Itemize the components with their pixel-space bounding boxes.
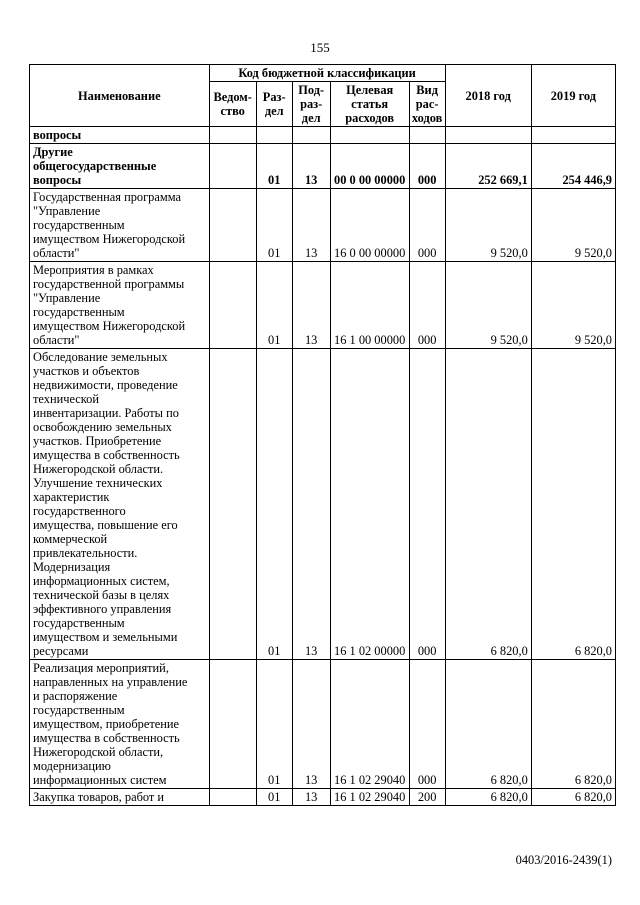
row-ved: [209, 262, 256, 349]
row-podrazdel: 13: [292, 660, 330, 789]
table-row: [30, 349, 616, 660]
row-2018: [445, 127, 531, 144]
row-ved: [209, 789, 256, 806]
row-vr: 000: [409, 262, 445, 349]
row-vr: 000: [409, 189, 445, 262]
row-podrazdel: 13: [292, 262, 330, 349]
row-ved: [209, 144, 256, 189]
table-row: [30, 144, 616, 189]
row-csr: 00 0 00 00000: [330, 144, 409, 189]
table-row: [30, 789, 616, 806]
document-code: 0403/2016-2439(1): [515, 853, 612, 867]
row-csr: 16 1 00 00000: [330, 262, 409, 349]
row-razdel: 01: [256, 660, 292, 789]
header-code-group: Код бюджетной классификации: [209, 65, 445, 82]
row-csr: [330, 127, 409, 144]
row-2018: 9 520,0: [445, 189, 531, 262]
row-csr: 16 1 02 00000: [330, 349, 409, 660]
header-2019: 2019 год: [531, 65, 615, 127]
row-2019: 6 820,0: [531, 349, 615, 660]
header-2018: 2018 год: [445, 65, 531, 127]
header-podrazdel: Под- раз- дел: [292, 82, 330, 127]
header-ved: Ведом- ство: [209, 82, 256, 127]
row-podrazdel: 13: [292, 189, 330, 262]
row-podrazdel: [292, 127, 330, 144]
table-row: [30, 127, 616, 144]
table-row: [30, 660, 616, 789]
row-podrazdel: 13: [292, 789, 330, 806]
table-row: [30, 262, 616, 349]
row-podrazdel: 13: [292, 144, 330, 189]
page-number: 155: [310, 40, 330, 55]
row-razdel: 01: [256, 189, 292, 262]
row-podrazdel: 13: [292, 349, 330, 660]
row-razdel: 01: [256, 789, 292, 806]
row-vr: 000: [409, 144, 445, 189]
row-name: Другие общегосударственные вопросы: [30, 144, 210, 189]
budget-table: [29, 64, 616, 806]
row-csr: 16 1 02 29040: [330, 660, 409, 789]
header-csr: Целевая статья расходов: [330, 82, 409, 127]
header-vr: Вид рас- ходов: [409, 82, 445, 127]
row-2019: 254 446,9: [531, 144, 615, 189]
row-vr: 000: [409, 660, 445, 789]
table-row: [30, 189, 616, 262]
row-vr: [409, 127, 445, 144]
row-2018: 6 820,0: [445, 349, 531, 660]
row-ved: [209, 349, 256, 660]
row-razdel: [256, 127, 292, 144]
row-name: вопросы: [30, 127, 210, 144]
row-razdel: 01: [256, 144, 292, 189]
table-body: [30, 127, 616, 806]
row-ved: [209, 189, 256, 262]
row-name: Закупка товаров, работ и: [30, 789, 210, 806]
table-header: [30, 65, 616, 127]
row-name: Мероприятия в рамках государственной программы "Управление государственным имуществом Нижегородской области": [30, 262, 210, 349]
row-name: Обследование земельных участков и объектов недвижимости, проведение технической инвентаризации. Работы по освобождению земельных участков. Приобретение имущества в собственность Нижегородской области. Улучшение технических характеристик государственного имущества, повышение его коммерческой привлекательности. Модернизация информационных систем, технической базы в целях эффективного управления государственным имуществом и земельными ресурсами: [30, 349, 210, 660]
row-razdel: 01: [256, 262, 292, 349]
row-2018: 6 820,0: [445, 789, 531, 806]
row-razdel: 01: [256, 349, 292, 660]
row-csr: 16 1 02 29040: [330, 789, 409, 806]
row-csr: 16 0 00 00000: [330, 189, 409, 262]
header-name: Наименование: [30, 65, 210, 127]
row-2018: 9 520,0: [445, 262, 531, 349]
row-2019: [531, 127, 615, 144]
row-2019: 9 520,0: [531, 189, 615, 262]
row-2019: 9 520,0: [531, 262, 615, 349]
row-ved: [209, 660, 256, 789]
row-name: Государственная программа "Управление государственным имуществом Нижегородской области": [30, 189, 210, 262]
row-name: Реализация мероприятий, направленных на управление и распоряжение государственным имуществом, приобретение имущества в собственность Нижегородской области, модернизацию информационных систем: [30, 660, 210, 789]
row-2018: 252 669,1: [445, 144, 531, 189]
row-vr: 200: [409, 789, 445, 806]
row-ved: [209, 127, 256, 144]
row-vr: 000: [409, 349, 445, 660]
row-2018: 6 820,0: [445, 660, 531, 789]
header-razdel: Раз- дел: [256, 82, 292, 127]
row-2019: 6 820,0: [531, 789, 615, 806]
row-2019: 6 820,0: [531, 660, 615, 789]
